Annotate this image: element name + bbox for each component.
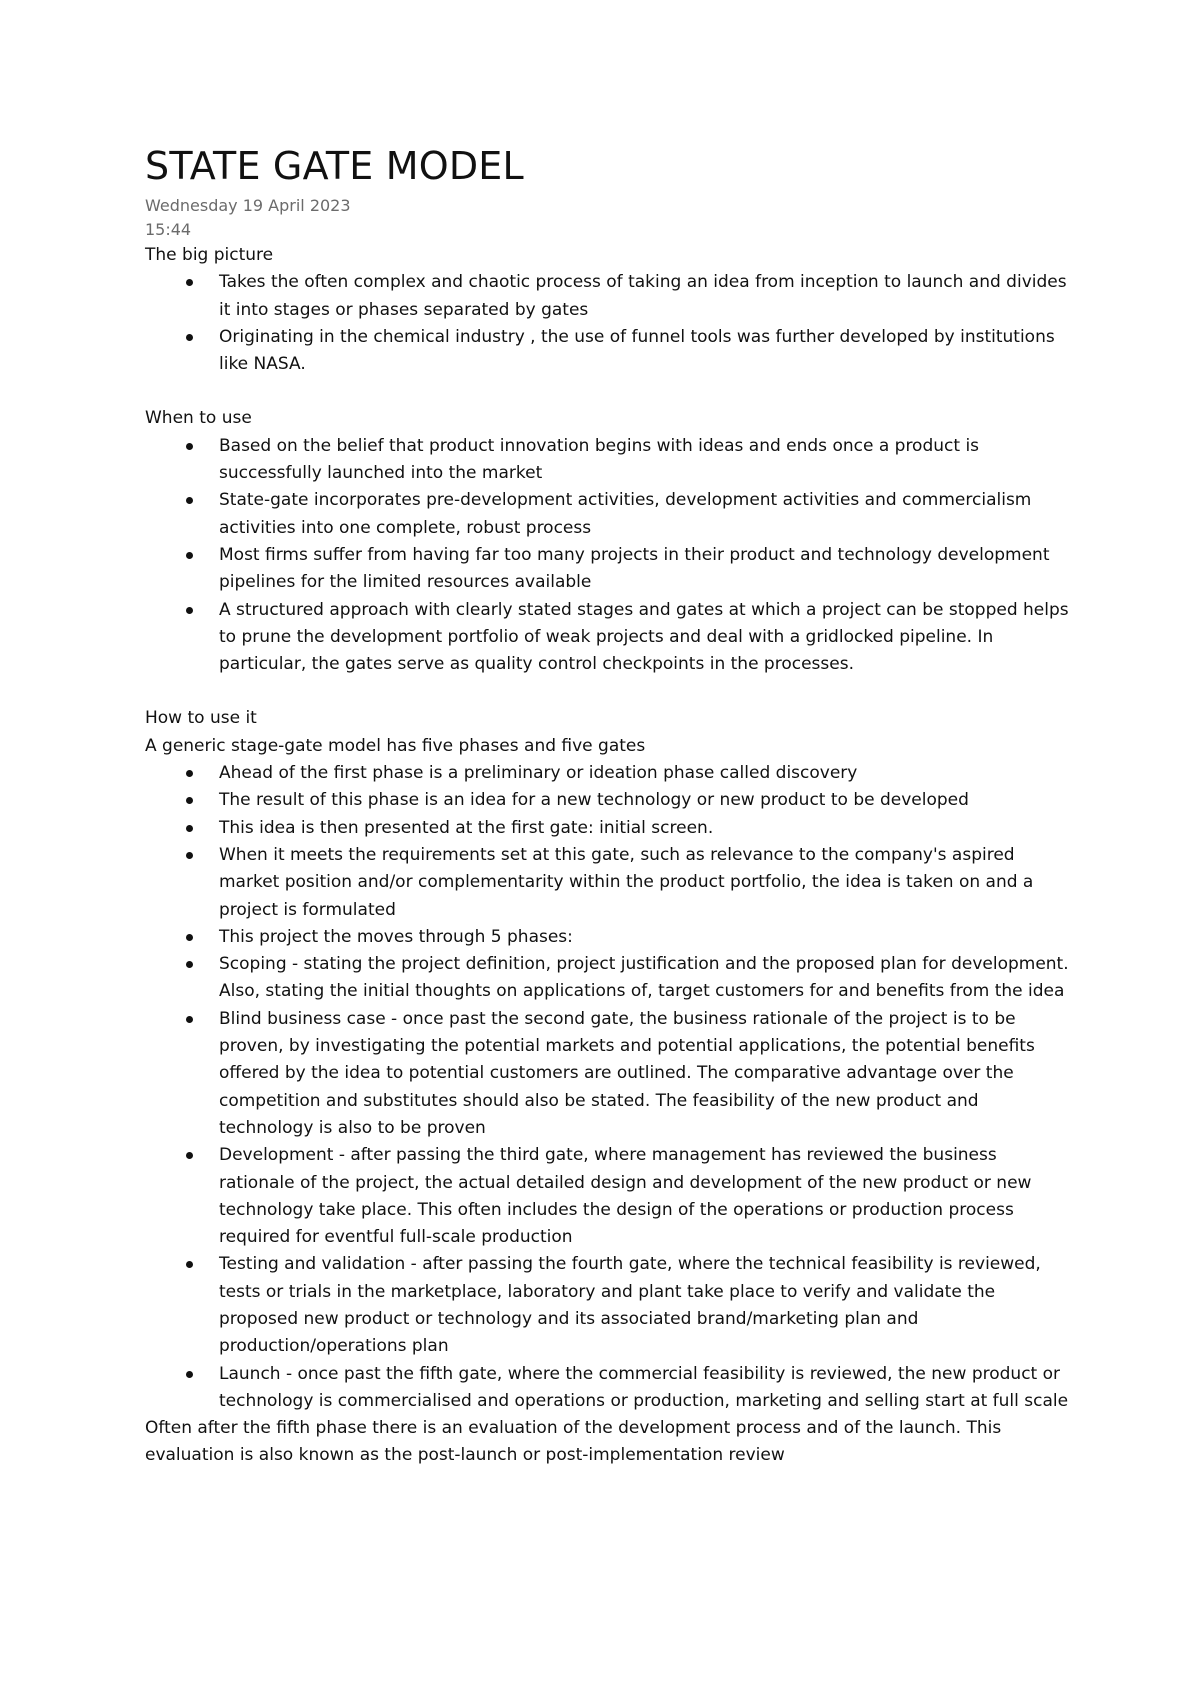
bullet-icon	[186, 1152, 193, 1159]
bullet-list	[145, 433, 1075, 679]
bullet-list	[145, 269, 1075, 378]
bullet-icon	[186, 1016, 193, 1023]
bullet-icon	[186, 825, 193, 832]
bullet-icon	[186, 334, 193, 341]
list-item: Blind business case - once past the second gate, the business rationale of the project is to be proven, by investigating the potential markets and potential applications, the potential benefits offered by the idea to potential customers are outlined. The comparative advantage over the competition and substitutes should also be stated. The feasibility of the new product and technology is also to be proven	[219, 1006, 1075, 1142]
list-item: Originating in the chemical industry , the use of funnel tools was further developed by institutions like NASA.	[219, 324, 1075, 379]
list-item: When it meets the requirements set at this gate, such as relevance to the company's aspired market position and/or complementarity within the product portfolio, the idea is taken on and a project is formulated	[219, 842, 1075, 924]
section-heading: The big picture	[145, 245, 274, 265]
list-item: Development - after passing the third gate, where management has reviewed the business rationale of the project, the actual detailed design and development of the new product or new technology take place. This often includes the design of the operations or production process required for eventful full-scale production	[219, 1142, 1075, 1251]
note-time: 15:44	[145, 220, 192, 239]
list-item: This idea is then presented at the first gate: initial screen.	[219, 815, 1075, 842]
bullet-list	[145, 760, 1075, 1415]
list-item: Testing and validation - after passing the fourth gate, where the technical feasibility is reviewed, tests or trials in the marketplace, laboratory and plant take place to verify and validate the proposed new product or technology and its associated brand/marketing plan and production/operations plan	[219, 1251, 1075, 1360]
bullet-icon	[186, 607, 193, 614]
blank-line	[145, 678, 1075, 705]
bullet-icon	[186, 1261, 193, 1268]
list-item: The result of this phase is an idea for a new technology or new product to be developed	[219, 787, 1075, 814]
bullet-icon	[186, 852, 193, 859]
section-heading: When to use	[145, 408, 252, 429]
list-item: Ahead of the first phase is a preliminary or ideation phase called discovery	[219, 760, 1075, 787]
list-item: Based on the belief that product innovation begins with ideas and ends once a product is successfully launched into the market	[219, 433, 1075, 488]
note-date: Wednesday 19 April 2023	[145, 196, 351, 215]
page-title: STATE GATE MODEL	[145, 144, 524, 188]
bullet-icon	[186, 961, 193, 968]
section-when-to-use	[145, 405, 1075, 678]
bullet-icon	[186, 934, 193, 941]
list-item: This project the moves through 5 phases:	[219, 924, 1075, 951]
section-how-to-use	[145, 705, 1075, 1469]
list-item: Most firms suffer from having far too many projects in their product and technology development pipelines for the limited resources available	[219, 542, 1075, 597]
bullet-icon	[186, 443, 193, 450]
list-item: Scoping - stating the project definition, project justification and the proposed plan for development. Also, stating the initial thoughts on applications of, target customers for and benefits from the idea	[219, 951, 1075, 1006]
list-item: A structured approach with clearly stated stages and gates at which a project can be stopped helps to prune the development portfolio of weak projects and deal with a gridlocked pipeline. In particular, the gates serve as quality control checkpoints in the processes.	[219, 597, 1075, 679]
blank-line	[145, 378, 1075, 405]
list-item: State-gate incorporates pre-development activities, development activities and commercialism activities into one complete, robust process	[219, 487, 1075, 542]
list-item: Launch - once past the fifth gate, where the commercial feasibility is reviewed, the new product or technology is commercialised and operations or production, marketing and selling start at full scale	[219, 1361, 1075, 1416]
bullet-icon	[186, 797, 193, 804]
section-heading: How to use it	[145, 708, 257, 729]
list-item: Takes the often complex and chaotic process of taking an idea from inception to launch and divides it into stages or phases separated by gates	[219, 269, 1075, 324]
bullet-icon	[186, 497, 193, 504]
bullet-icon	[186, 552, 193, 559]
bullet-icon	[186, 1371, 193, 1378]
section-outro: Often after the fifth phase there is an evaluation of the development process and of the launch. This evaluation is also known as the post-launch or post-implementation review	[145, 1418, 1002, 1466]
section-big-picture	[145, 242, 1075, 378]
bullet-icon	[186, 279, 193, 286]
section-intro: A generic stage-gate model has five phases and five gates	[145, 735, 646, 756]
note-page	[145, 140, 1075, 1470]
bullet-icon	[186, 770, 193, 777]
